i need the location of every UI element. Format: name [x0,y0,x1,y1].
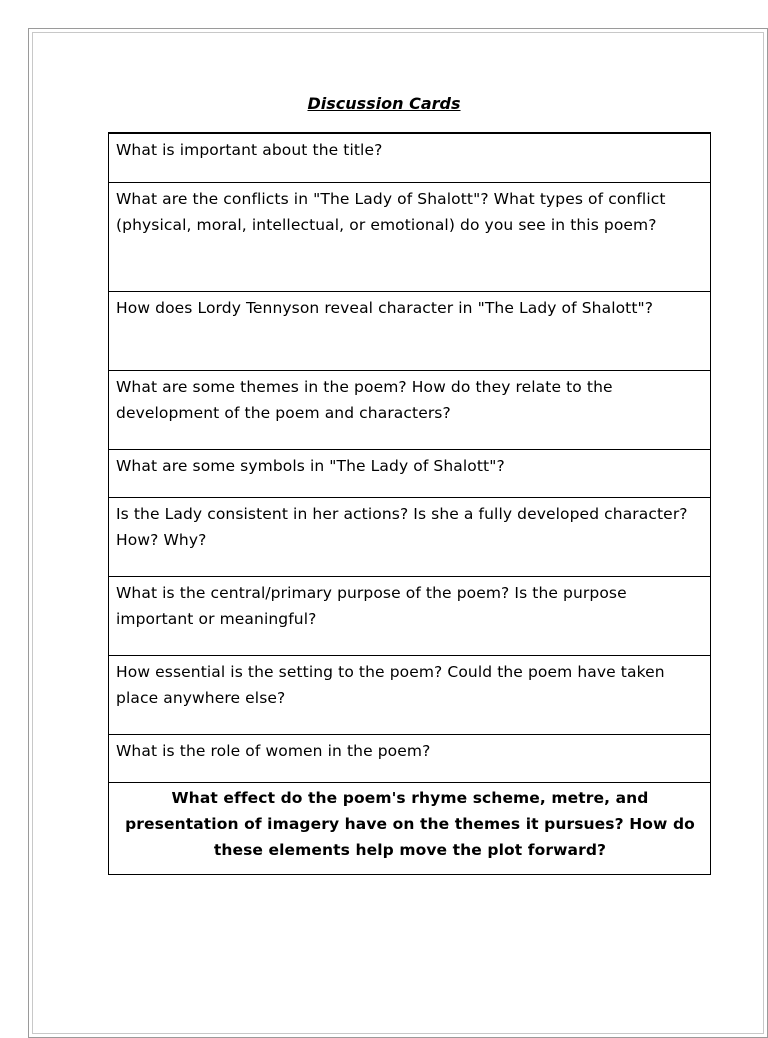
card-question: What are some themes in the poem? How do they relate to the development of the poem and characters? [109,370,711,449]
card-question: What are some symbols in "The Lady of Shalott"? [109,449,711,497]
page-title: Discussion Cards [307,94,461,113]
card-question: How essential is the setting to the poem? Could the poem have taken place anywhere else? [109,655,711,734]
table-row [109,497,711,576]
card-question: What effect do the poem's rhyme scheme, metre, and presentation of imagery have on the themes it pursues? How do these elements help move the plot forward? [109,782,711,874]
table-row [109,133,711,182]
card-question: What is the role of women in the poem? [109,734,711,782]
card-question: What is important about the title? [109,133,711,182]
table-row [109,576,711,655]
discussion-cards-table [108,132,711,875]
table-row [109,655,711,734]
table-row [109,370,711,449]
table-row [109,182,711,291]
table-row [109,291,711,370]
card-question: Is the Lady consistent in her actions? Is she a fully developed character? How? Why? [109,497,711,576]
card-question: What are the conflicts in "The Lady of Shalott"? What types of conflict (physical, moral, intellectual, or emotional) do you see in this poem? [109,182,711,291]
table-row [109,782,711,874]
card-question: What is the central/primary purpose of the poem? Is the purpose important or meaningful? [109,576,711,655]
table-row [109,449,711,497]
table-row [109,734,711,782]
card-question: How does Lordy Tennyson reveal character in "The Lady of Shalott"? [109,291,711,370]
